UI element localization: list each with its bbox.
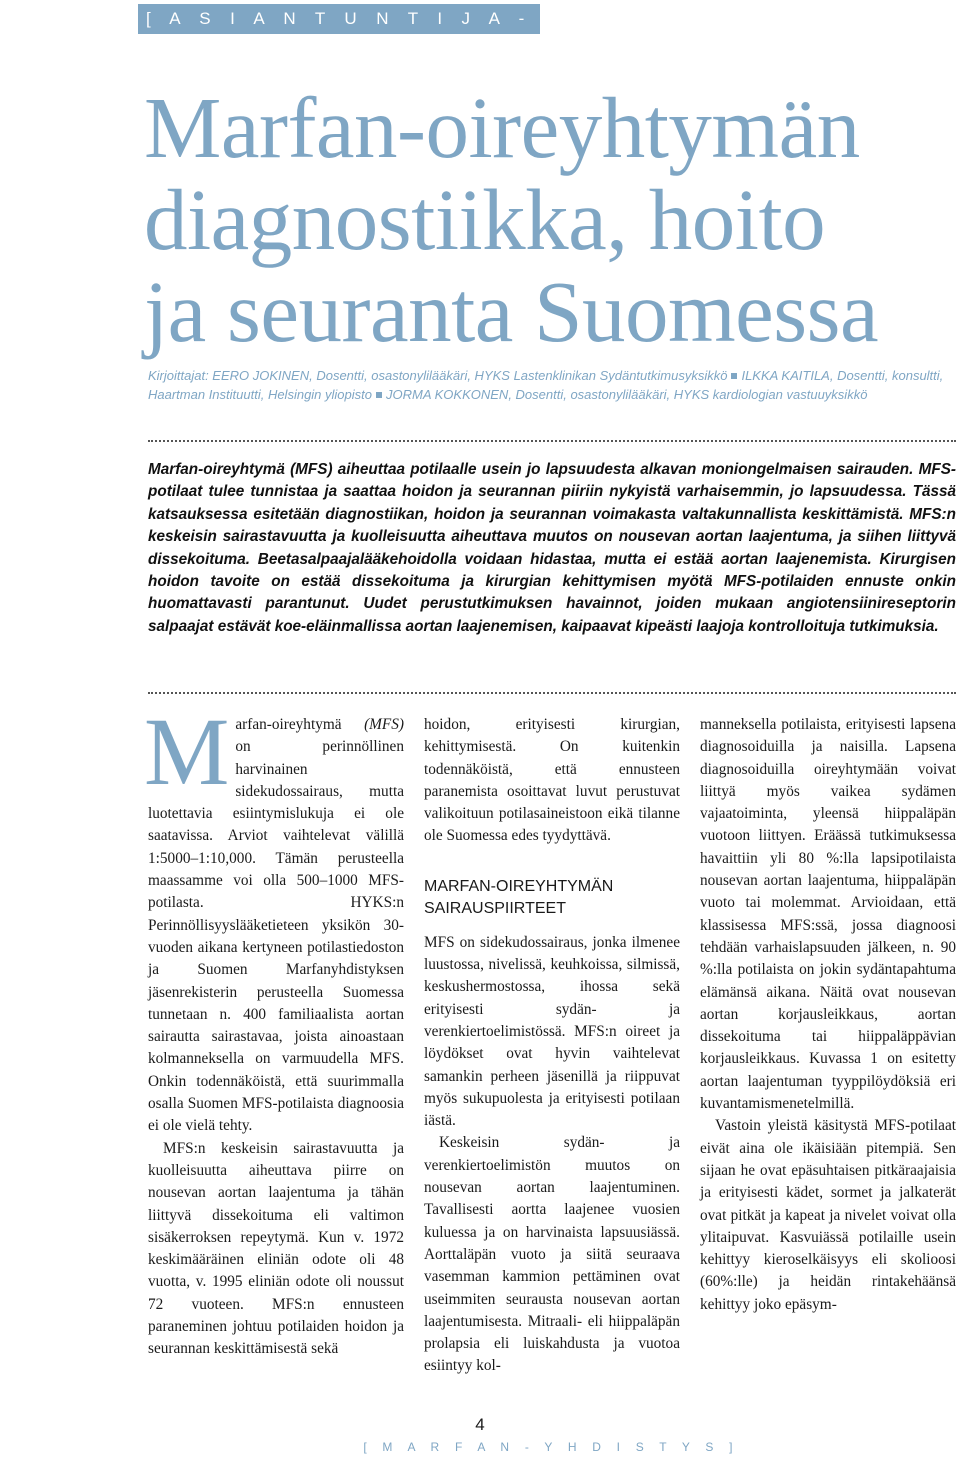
dotted-divider-top [148, 440, 956, 442]
title-line-3: ja seuranta Suomessa [144, 263, 879, 360]
author-1: Kirjoittajat: EERO JOKINEN, Dosentti, osastonylilääkäri, HYKS Lastenklinikan Sydäntutkimusyksikkö [148, 368, 728, 383]
square-bullet-icon [376, 392, 382, 398]
text-run: arfan-oireyhtymä [235, 716, 365, 733]
section-header-bar [138, 4, 816, 34]
paragraph: manneksella potilaista, erityisesti lapsena diagnosoiduilla ja naisilla. Lapsena diagnosoiduilla oireyhtymään voivat liittyä myös vaikea sydämen vajaatoiminta, yleensä hiippaläpän vuotoon liittyen. Eräässä tutkimuksessa havaittiin yli 80 %:lla lapsipotilaista nousevan aortan laajentuma, hiippaläpän vuoto tai molemmat. Arvioidaan, että klassisessa MFS:ssä, jossa diagnoosi tehdään varhaislapsuuden jälkeen, n. 90 %:lla potilaista on jokin sydäntapahtuma elämänsä aikana. Näitä ovat nousevan aortan korjausleikkaus, aortan dissekoituma tai hiippaläppävian korjausleikkaus. Kuvassa 1 on esitetty aortan laajentuman tyyppilöydöksiä eri kuvantamismenetelmillä. [700, 716, 956, 1113]
subheading-line-2: SAIRAUSPIIRTEET [424, 899, 566, 917]
paragraph: MFS on sidekudossairaus, jonka ilmenee luustossa, nivelissä, keuhkoissa, silmissä, keskushermostossa, ihossa sekä erityisesti sydän- ja verenkiertoelimistössä. MFS:n oireet ja löydökset ovat hyvin vaihtelevat samankin perheen jäsenillä ja riippuvat myös sukupuolesta ja erityisesti potilaan iästä. [424, 933, 680, 1130]
body-column-3 [700, 714, 956, 1316]
author-2: ILKKA KAITILA, Dosentti, konsultti, Haartman Instituutti, Helsingin yliopisto [148, 368, 944, 402]
text-run: on perinnöllinen harvinainen sidekudossairaus, mutta luotettavia esiintymislukuja ei ole saatavissa. Arviot vaihtelevat välillä 1:5000–1:10,000. Tämän perusteella maassamme voi olla 500–1000 MFS-potilasta. HYKS:n Perinnöllisyyslääketieteen yksikön 30-vuoden aikana kertyneen potilastiedoston ja Suomen Marfanyhdistyksen jäsenrekisterin perusteella Suomessa tunnetaan n. 400 familiaalista aortan sairautta sairastavaa, joista ainoastaan kolmanneksella on varmuudella MFS. Onkin todennäköistä, että suurimmalla osalla Suomen MFS-potilaista diagnoosia ei ole vielä tehty. [148, 738, 404, 1135]
paragraph: hoidon, erityisesti kirurgian, kehittymisestä. On kuitenkin todennäköistä, että ennusteen paranemista osoittavat luvut perustuvat valikoituun potilasaineistoon eikä tilanne ole Suomessa edes tyydyttävä. [424, 716, 680, 845]
title-line-1: Marfan-oireyhtymän [144, 79, 860, 176]
paragraph [144, 698, 404, 1138]
article-title [144, 79, 944, 360]
paragraph: Keskeisin sydän- ja verenkiertoelimistön muutos on nousevan aortan laajentuminen. Tavallisesti aortta laajenee vuosien kuluessa ja on harvinaista lapsuusiässä. Aorttaläpän vuoto ja siitä seuraava vasemman kammion pettäminen ovat useimmiten seurausta nousevan aortan laajentumisesta. Mitraali- eli hiippaläpän prolapsia eli luiskahdusta ja vuotoa esiintyy kol- [424, 1134, 680, 1375]
abbreviation: (MFS) [364, 716, 404, 733]
dotted-divider-bottom [148, 692, 956, 694]
page-number: 4 [475, 1415, 485, 1434]
paragraph: MFS:n keskeisin sairastavuutta ja kuolleisuutta aiheuttava piirre on nousevan aortan laajentuma ja tähän liittyvä dissekoituma eli valtimon sisäkerroksen repeytymä. Kun v. 1972 keskimääräinen eliniän odote oli 48 vuotta, v. 1995 eliniän odote oli noussut 72 vuoteen. MFS:n ennusteen paraneminen johtuu potilaiden hoidon ja seurannan keskittämisestä sekä [148, 1139, 404, 1358]
body-column-2 [424, 714, 680, 1378]
paragraph: Vastoin yleistä käsitystä MFS-potilaat eivät aina ole ikäisiään pitempiä. Sen sijaan he ovat epäsuhtaisen pitkäraajaisia ja erityisesti kädet, sormet ja jalkaterät ovat pitkät ja kapeat ja nivelet voivat olla ylitaipuvat. Kasvuiässä potilaille usein kehittyy kieroselkäisyys eli skolioosi (60%:lle) ja heidän rintakehäänsä kehittyy joko epäsym- [700, 1117, 956, 1313]
subheading-line-1: MARFAN-OIREYHTYMÄN [424, 877, 614, 895]
section-subheading [424, 876, 680, 920]
section-header-label: [ A S I A N T U N T I J A - A R T I K K E L I ] [146, 9, 816, 28]
abstract: Marfan-oireyhtymä (MFS) aiheuttaa potilaalle usein jo lapsuudesta alkavan moniongelmaisen sairauden. MFS-potilaat tulee tunnistaa ja saattaa hoidon ja seurannan piiriin nykyistä varhaisemmin, jo lapsuudessa. Tässä katsauksessa esitetään diagnostiikan, hoidon ja seurannan voimakasta valtakunnallista keskittämistä. MFS:n keskeisin sairastavuutta ja kuolleisuutta aiheuttava muutos on nousevan aortan laajentuma, ja siihen liittyvä dissekoituma. Beetasalpaajalääkehoidolla voidaan hidastaa, mutta ei estää aortan laajenemista. Kirurgisen hoidon tavoite on estää dissekoituma ja kirurgian kehittymisen myötä MFS-potilaiden ennuste onkin huomattavasti parantunut. Uudet perustutkimuksen havainnot, joiden mukaan angiotensiinireseptorin salpaajat estävät koe-eläinmallissa aortan laajenemisen, kaipaavat kipeästi laajoja kontrolloituja tutkimuksia. [148, 461, 956, 635]
footer-label: [ M A R F A N - Y H D I S T Y S ] [363, 1440, 739, 1454]
title-line-2: diagnostiikka, hoito [144, 171, 826, 268]
author-3: JORMA KOKKONEN, Dosentti, osastonylilääkäri, HYKS kardiologian vastuuyksikkö [386, 387, 868, 402]
author-list [148, 366, 956, 404]
body-column-1 [144, 698, 404, 1361]
square-bullet-icon [731, 373, 737, 379]
drop-cap: M [144, 698, 230, 805]
